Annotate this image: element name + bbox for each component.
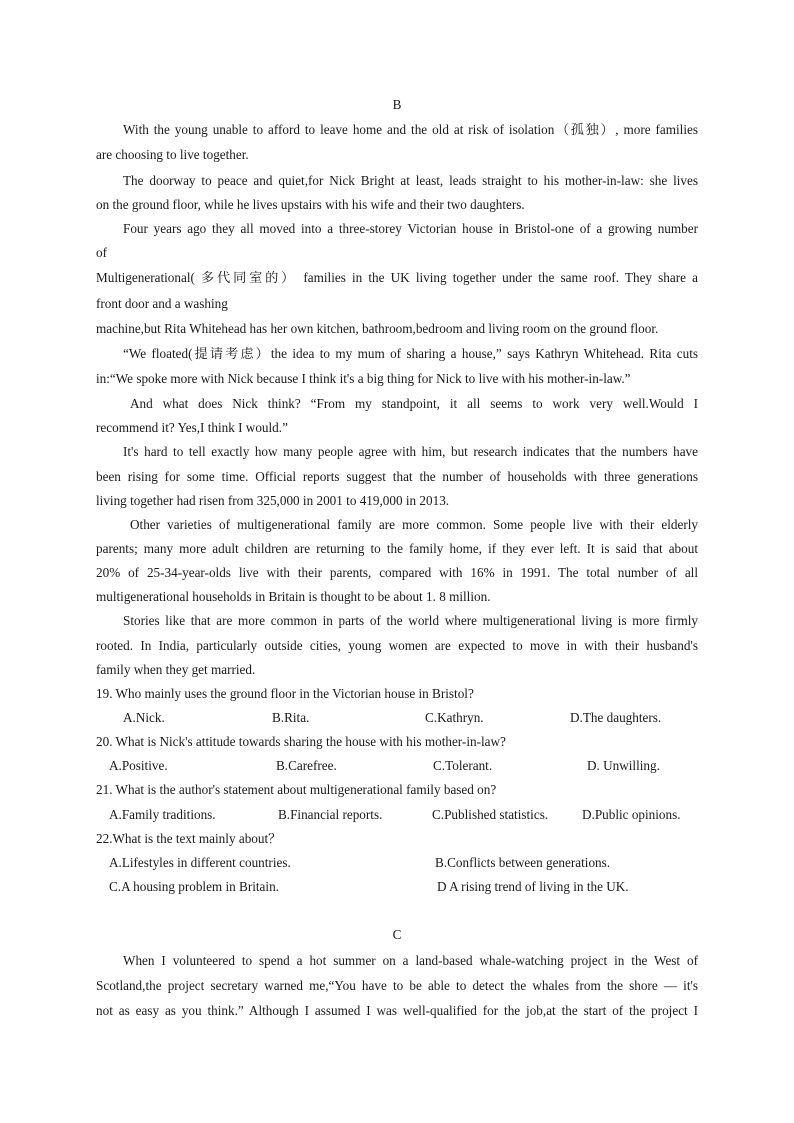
- question-19-option-c: C.Kathryn.: [425, 710, 484, 725]
- question-19-option-d: D.The daughters.: [570, 710, 662, 725]
- paragraph-line: on the ground floor, while he lives upstairs with his wife and their two daughters.: [96, 197, 525, 212]
- paragraph-line: It's hard to tell exactly how many people agree with him, but research indicates that the numbers have: [123, 444, 698, 459]
- question-20-option-a: A.Positive.: [109, 758, 168, 773]
- question-20-option-b: B.Carefree.: [276, 758, 337, 773]
- paragraph-line: Stories like that are more common in parts of the world where multigenerational living is more firmly: [123, 613, 698, 628]
- question-19-stem: 19. Who mainly uses the ground floor in the Victorian house in Bristol?: [96, 686, 474, 701]
- paragraph-line: The doorway to peace and quiet,for Nick Bright at least, leads straight to his mother-in-law: she lives: [123, 173, 698, 188]
- question-21-stem: 21. What is the author's statement about multigenerational family based on?: [96, 782, 497, 797]
- section-b-heading: B: [392, 97, 402, 112]
- paragraph-line: Four years ago they all moved into a three-storey Victorian house in Bristol-one of a growing number: [123, 221, 698, 236]
- paragraph-line: “We floated(提请考虑）the idea to my mum of sharing a house,” says Kathryn Whitehead. Rita cuts: [123, 346, 698, 361]
- question-20-option-c: C.Tolerant.: [433, 758, 493, 773]
- section-c-heading: C: [392, 927, 402, 942]
- paragraph-line: Scotland,the project secretary warned me,“You have to be able to detect the whales from the shore — it's: [96, 978, 698, 993]
- question-22-option-b: B.Conflicts between generations.: [435, 855, 611, 870]
- paragraph-line: front door and a washing: [96, 296, 228, 311]
- question-19-option-a: A.Nick.: [123, 710, 165, 725]
- question-21-option-b: B.Financial reports.: [278, 807, 383, 822]
- question-21-option-c: C.Published statistics.: [432, 807, 549, 822]
- paragraph-line: recommend it? Yes,I think I would.”: [96, 420, 288, 435]
- question-22-option-c: C.A housing problem in Britain.: [109, 879, 279, 894]
- paragraph-line: rooted. In India, particularly outside cities, young women are expected to move in with their husband's: [96, 638, 698, 653]
- paragraph-line: are choosing to live together.: [96, 147, 249, 162]
- question-22-option-d: D A rising trend of living in the UK.: [437, 879, 629, 894]
- paragraph-line: been rising for some time. Official reports suggest that the number of households with three generations: [96, 469, 698, 484]
- paragraph-line: of: [96, 245, 107, 260]
- question-20-stem: 20. What is Nick's attitude towards sharing the house with his mother-in-law?: [96, 734, 506, 749]
- question-19-option-b: B.Rita.: [272, 710, 310, 725]
- paragraph-line: When I volunteered to spend a hot summer on a land-based whale-watching project in the West of: [123, 953, 698, 968]
- paragraph-line: With the young unable to afford to leave home and the old at risk of isolation（孤独）, more families: [123, 122, 698, 137]
- paragraph-line: 20% of 25-34-year-olds live with their parents, compared with 16% in 1991. The total number of all: [96, 565, 698, 580]
- question-21-option-d: D.Public opinions.: [582, 807, 681, 822]
- question-20-option-d: D. Unwilling.: [587, 758, 660, 773]
- question-22-option-a: A.Lifestyles in different countries.: [109, 855, 291, 870]
- paragraph-line: And what does Nick think? “From my standpoint, it all seems to work very well.Would I: [130, 396, 698, 411]
- paragraph-line: multigenerational households in Britain is thought to be about 1. 8 million.: [96, 589, 491, 604]
- paragraph-line: family when they get married.: [96, 662, 256, 677]
- paragraph-line: Other varieties of multigenerational family are more common. Some people live with their elderly: [130, 517, 698, 532]
- paragraph-line: not as easy as you think.” Although I assumed I was well-qualified for the job,at the start of the project I: [96, 1003, 698, 1018]
- paragraph-line: living together had risen from 325,000 in 2001 to 419,000 in 2013.: [96, 493, 450, 508]
- paragraph-line: parents; many more adult children are returning to the family home, if they ever left. It is said that about: [96, 541, 698, 556]
- paragraph-line: Multigenerational( 多代同室的） families in the UK living together under the same roof. They share a: [96, 270, 698, 285]
- paragraph-line: in:“We spoke more with Nick because I think it's a big thing for Nick to live with his mother-in-law.”: [96, 371, 631, 386]
- paragraph-line: machine,but Rita Whitehead has her own kitchen, bathroom,bedroom and living room on the ground floor.: [96, 321, 659, 336]
- question-21-option-a: A.Family traditions.: [109, 807, 216, 822]
- question-22-stem: 22.What is the text mainly about？: [96, 831, 282, 846]
